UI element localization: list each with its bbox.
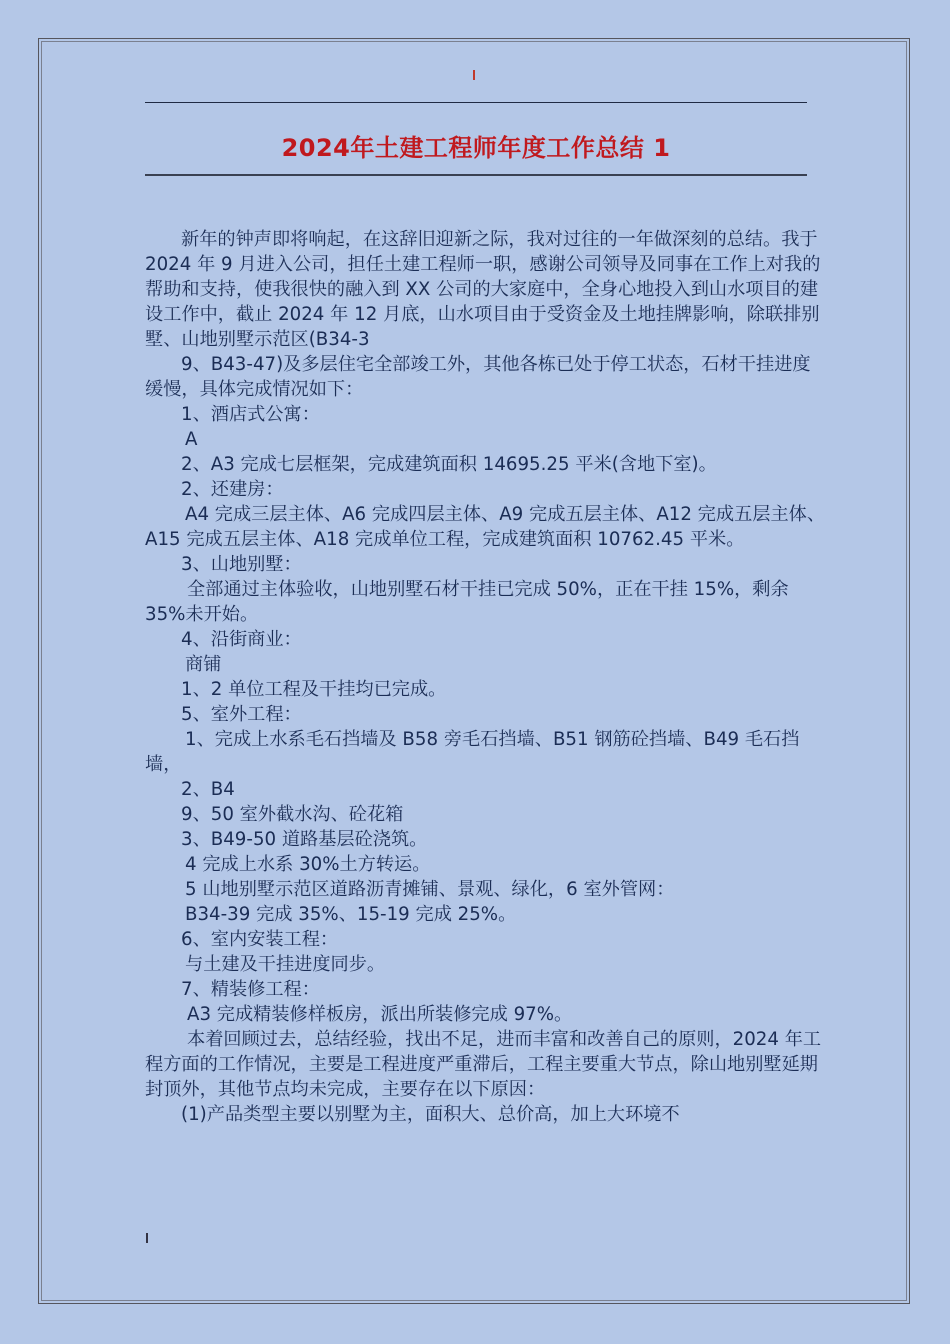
paragraph: 2、A3 完成七层框架，完成建筑面积 14695.25 平米(含地下室)。 xyxy=(181,454,717,475)
paragraph: A3 完成精装修样板房，派出所装修完成 97%。 xyxy=(187,1004,573,1025)
paragraph: 新年的钟声即将响起，在这辞旧迎新之际，我对过往的一年做深刻的总结。我于 2024 年 9 月进入公司，担任土建工程师一职，感谢公司领导及同事在工作上对我的帮助和支持，使我很快的融入到 XX 公司的大家庭中，全身心地投入到山水项目的建设工作中，截止 2024 年 12 月底，山水项目由于受资金及土地挂牌影响，除联排别墅、山地别墅示范区(B34-3 xyxy=(145,229,821,350)
paragraph: 1、2 单位工程及干挂均已完成。 xyxy=(181,679,447,700)
document-title: 2024年土建工程师年度工作总结 1 xyxy=(281,134,671,162)
paragraph: 4 完成上水系 30%土方转运。 xyxy=(185,854,431,875)
paragraph: 1、完成上水系毛石挡墙及 B58 旁毛石挡墙、B51 钢筋砼挡墙、B49 毛石挡墙， xyxy=(145,729,800,775)
paragraph: 5 山地别墅示范区道路沥青摊铺、景观、绿化，6 室外管网： xyxy=(185,879,675,900)
section-heading: 7、精装修工程： xyxy=(181,979,320,1000)
header-rule xyxy=(145,102,807,103)
paragraph: B34-39 完成 35%、15-19 完成 25%。 xyxy=(185,904,517,925)
document-body xyxy=(145,227,825,1127)
paragraph: 与土建及干挂进度同步。 xyxy=(185,954,386,975)
header-cursor-mark xyxy=(473,70,475,80)
paragraph: 9、50 室外截水沟、砼花箱 xyxy=(181,804,404,825)
paragraph: 商铺 xyxy=(185,654,222,675)
section-heading: 3、山地别墅： xyxy=(181,554,302,575)
paragraph: 本着回顾过去，总结经验，找出不足，进而丰富和改善自己的原则，2024 年工程方面的工作情况，主要是工程进度严重滞后，工程主要重大节点，除山地别墅延期封顶外，其他节点均未完成，主要存在以下原因： xyxy=(145,1029,822,1100)
paragraph: 全部通过主体验收，山地别墅石材干挂已完成 50%，正在干挂 15%，剩余 35%未开始。 xyxy=(145,579,789,625)
section-heading: 4、沿街商业： xyxy=(181,629,302,650)
paragraph: (1)产品类型主要以别墅为主，面积大、总价高，加上大环境不 xyxy=(181,1104,680,1125)
section-heading: 1、酒店式公寓： xyxy=(181,404,320,425)
footer-cursor-mark xyxy=(146,1233,148,1243)
title-rule xyxy=(145,174,807,176)
paragraph: 2、B4 xyxy=(181,779,235,800)
section-heading: 5、室外工程： xyxy=(181,704,302,725)
section-heading: 6、室内安装工程： xyxy=(181,929,339,950)
paragraph: A4 完成三层主体、A6 完成四层主体、A9 完成五层主体、A12 完成五层主体、A15 完成五层主体、A18 完成单位工程，完成建筑面积 10762.45 平米。 xyxy=(145,504,826,550)
section-heading: 2、还建房： xyxy=(181,479,284,500)
paragraph: A xyxy=(185,429,198,450)
paragraph: 9、B43-47)及多层住宅全部竣工外，其他各栋已处于停工状态，石材干挂进度缓慢，具体完成情况如下： xyxy=(145,354,811,400)
paragraph: 3、B49-50 道路基层砼浇筑。 xyxy=(181,829,428,850)
